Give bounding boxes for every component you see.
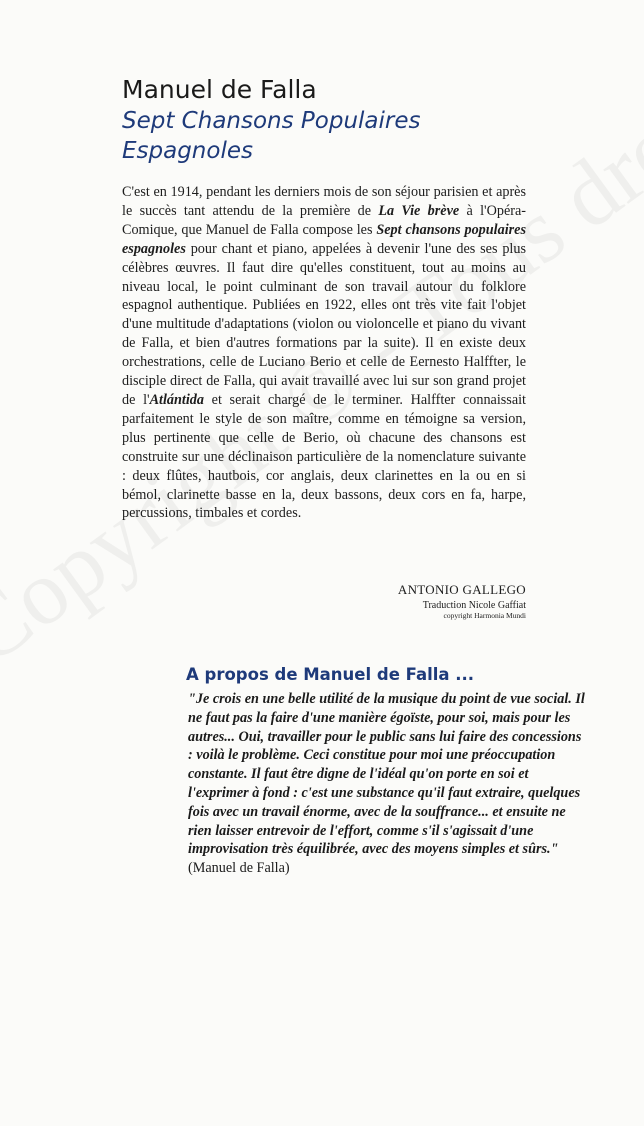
copyright-notice: copyright Harmonia Mundi (443, 611, 526, 620)
article-text-1: C'est en 1914, pendant les derniers mois de son séjour parisien et après le succès tant attendu de la première de (122, 184, 526, 219)
article-text-3: pour chant et piano, appelées à devenir l'une des ses plus célèbres œuvres. Il faut dire qu'elles constituent, tout au moins au niveau local, le point culminant de son travail autour du folklore espagnol authentique. Publiées en 1922, elles ont très vite fait l'objet d'une multitude d'adaptations (violon ou violoncelle et piano du vivant de Falla, et bien d'autres formations par la suite). Il en existe deux orchestrations, celle de Luciano Berio et celle de Eernesto Halffter, le disciple direct de Falla, qui avait travaillé avec lui sur son grand projet de l' (122, 240, 526, 408)
composer-name: Manuel de Falla (122, 75, 317, 104)
author-name: ANTONIO GALLEGO (397, 582, 526, 597)
work-title: Sept Chansons Populaires Espagnoles (122, 108, 421, 164)
apropos-heading: A propos de Manuel de Falla ... (186, 665, 475, 684)
article-text-4: et serait chargé de le terminer. Halffter connaissait parfaitement le style de son maître, comme en témoigne sa version, plus pertinente que celle de Berio, où chacune des chansons est construite sur une déclinaison particulière de la nomenclature suivante : deux flûtes, hautbois, cor anglais, deux clarinettes en la ou en si bémol, clarinette basse en la, deux bassons, deux cors en fa, harpe, percussions, timbales et cordes. (122, 391, 526, 522)
translator-credit: Traduction Nicole Gaffiat (422, 600, 526, 611)
article-body (122, 183, 526, 523)
quote-text: "Je crois en une belle utilité de la musique du point de vue social. Il ne faut pas la faire d'une manière égoïste, pour soi, mais pour les autres... Oui, travailler pour le public sans lui faire des concessions : voilà le problème. Ceci constitue pour moi une préoccupation constante. Il faut être digne de l'idéal qu'on porte en soi et l'exprimer à fond : c'est une substance qu'il faut extraire, quelques fois avec un travail énorme, avec de la souffrance... et ensuite ne rien laisser entrevoir de l'effort, comme s'il s'agissait d'une improvisation très équilibrée, avec des moyens simples et sûrs." (188, 691, 585, 858)
article-text-2: à l'Opéra-Comique, que Manuel de Falla compose les (122, 202, 526, 238)
work-name-sept-chansons: Sept chansons populaires espagnoles (122, 221, 526, 257)
quote-attribution: (Manuel de Falla) (188, 860, 290, 877)
signature-block (398, 582, 526, 620)
falla-quote (188, 690, 588, 878)
work-name-atlantida: Atlántida (149, 391, 204, 408)
title-block (122, 74, 502, 166)
work-name-vie-breve: La Vie brève (378, 202, 460, 219)
